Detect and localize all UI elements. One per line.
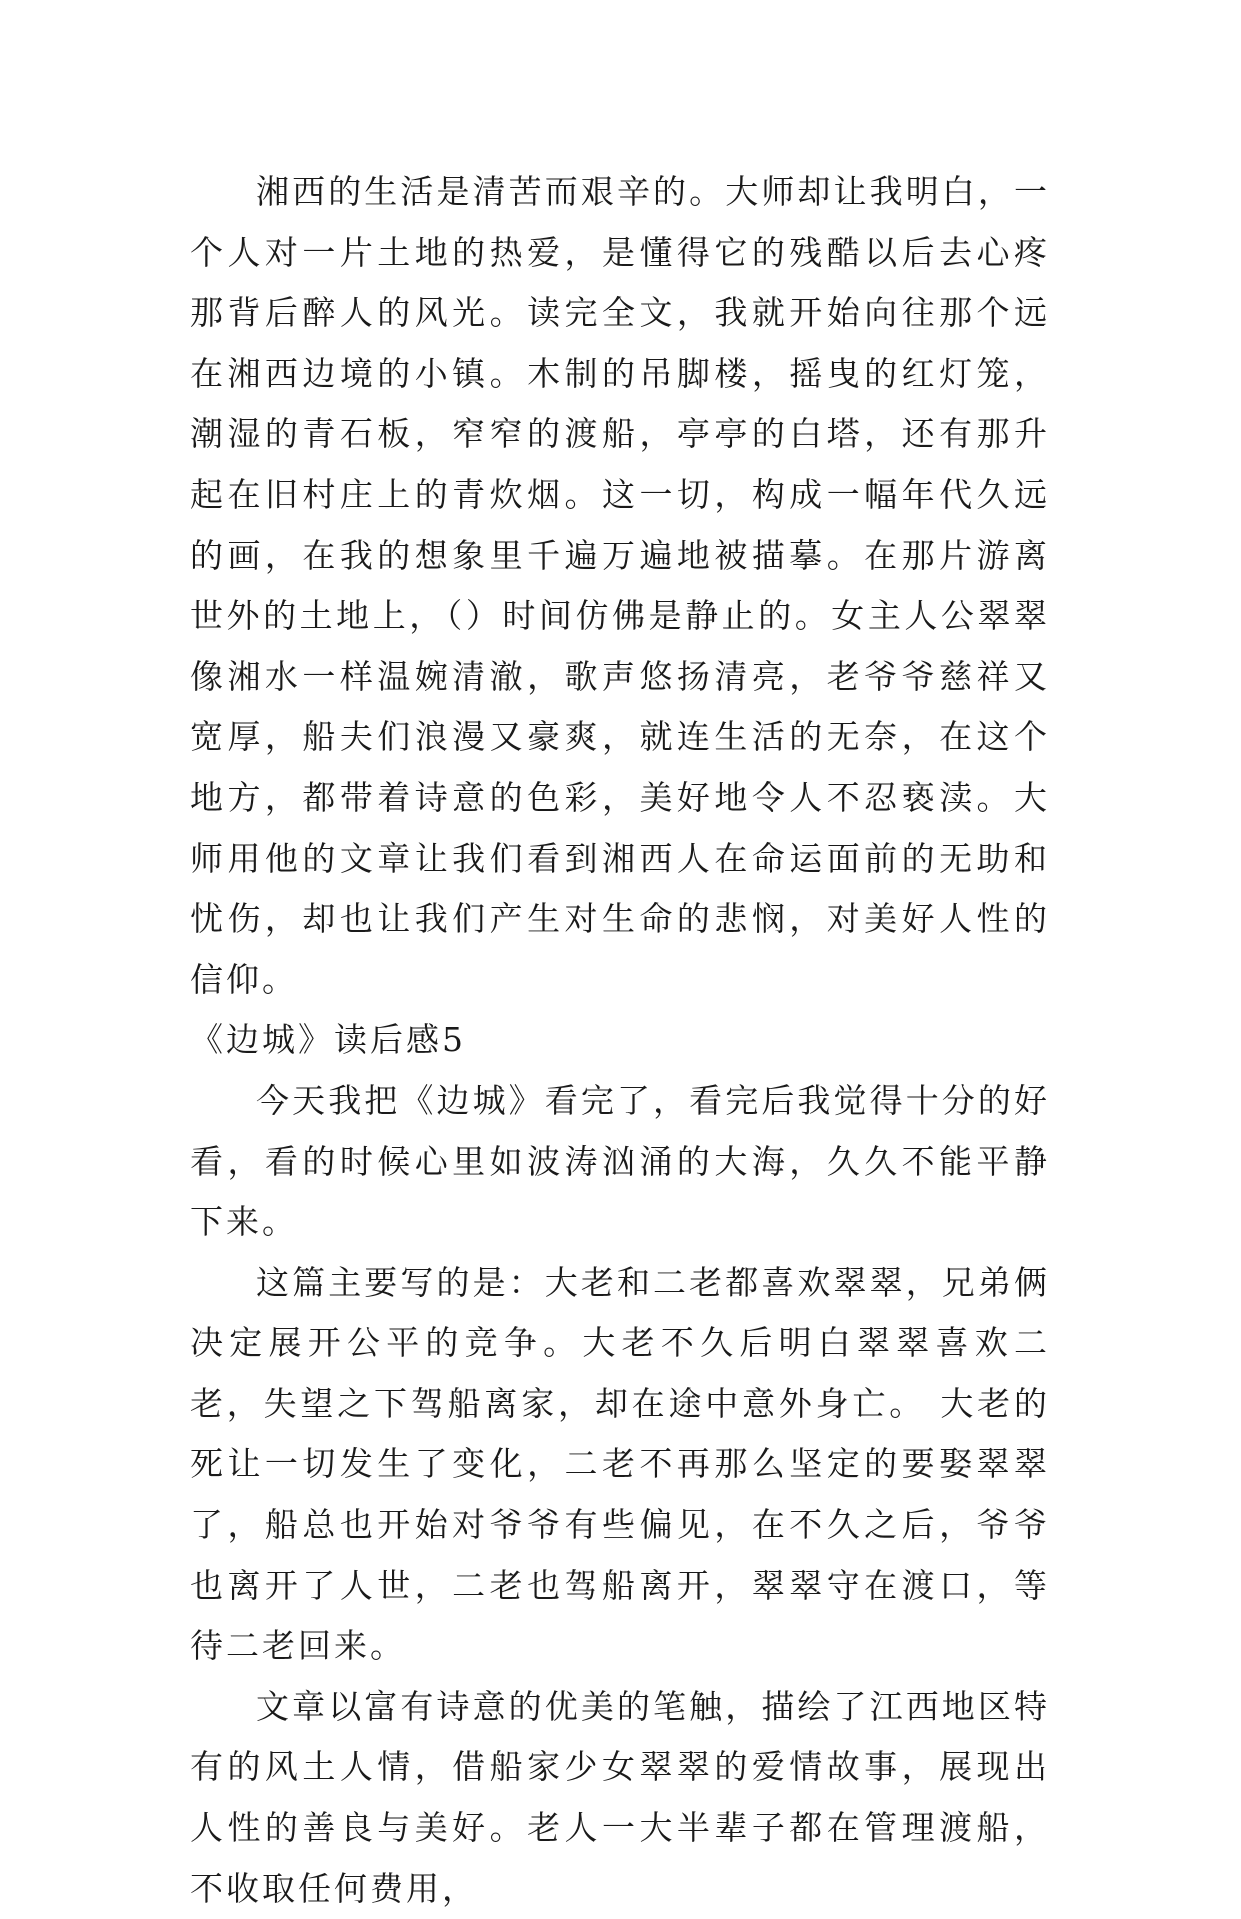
paragraph-xiangxi-life: 湘西的生活是清苦而艰辛的。大师却让我明白，一个人对一片土地的热爱，是懂得它的残酷以后去心疼那背后醉人的风光。读完全文，我就开始向往那个远在湘西边境的小镇。木制的吊脚楼，摇曳的红灯笼，潮湿的青石板，窄窄的渡船，亭亭的白塔，还有那升起在旧村庄上的青炊烟。这一切，构成一幅年代久远的画，在我的想象里千遍万遍地被描摹。在那片游离世外的土地上，（）时间仿佛是静止的。女主人公翠翠像湘水一样温婉清澈，歌声悠扬清亮，老爷爷慈祥又宽厚，船夫们浪漫又豪爽，就连生活的无奈，在这个地方，都带着诗意的色彩，美好地令人不忍亵渎。大师用他的文章让我们看到湘西人在命运面前的无助和忧伤，却也让我们产生对生命的悲悯，对美好人性的信仰。 [190, 172, 1050, 999]
section-heading: 《边城》读后感5 [190, 1020, 466, 1060]
paragraph-theme: 文章以富有诗意的优美的笔触，描绘了江西地区特有的风土人情，借船家少女翠翠的爱情故事，展现出人性的善良与美好。老人一大半辈子都在管理渡船，不收取任何费用， [190, 1686, 1050, 1908]
document-page [190, 162, 1050, 1919]
paragraph-finished-reading: 今天我把《边城》看完了，看完后我觉得十分的好看，看的时候心里如波涛汹涌的大海，久久不能平静下来。 [190, 1080, 1050, 1242]
paragraph-plot-summary: 这篇主要写的是：大老和二老都喜欢翠翠，兄弟俩决定展开公平的竞争。大老不久后明白翠翠喜欢二老，失望之下驾船离家，却在途中意外身亡。 大老的死让一切发生了变化，二老不再那么坚定的要娶翠翠了，船总也开始对爷爷有些偏见，在不久之后，爷爷也离开了人世，二老也驾船离开，翠翠守在渡口，等待二老回来。 [190, 1262, 1050, 1666]
